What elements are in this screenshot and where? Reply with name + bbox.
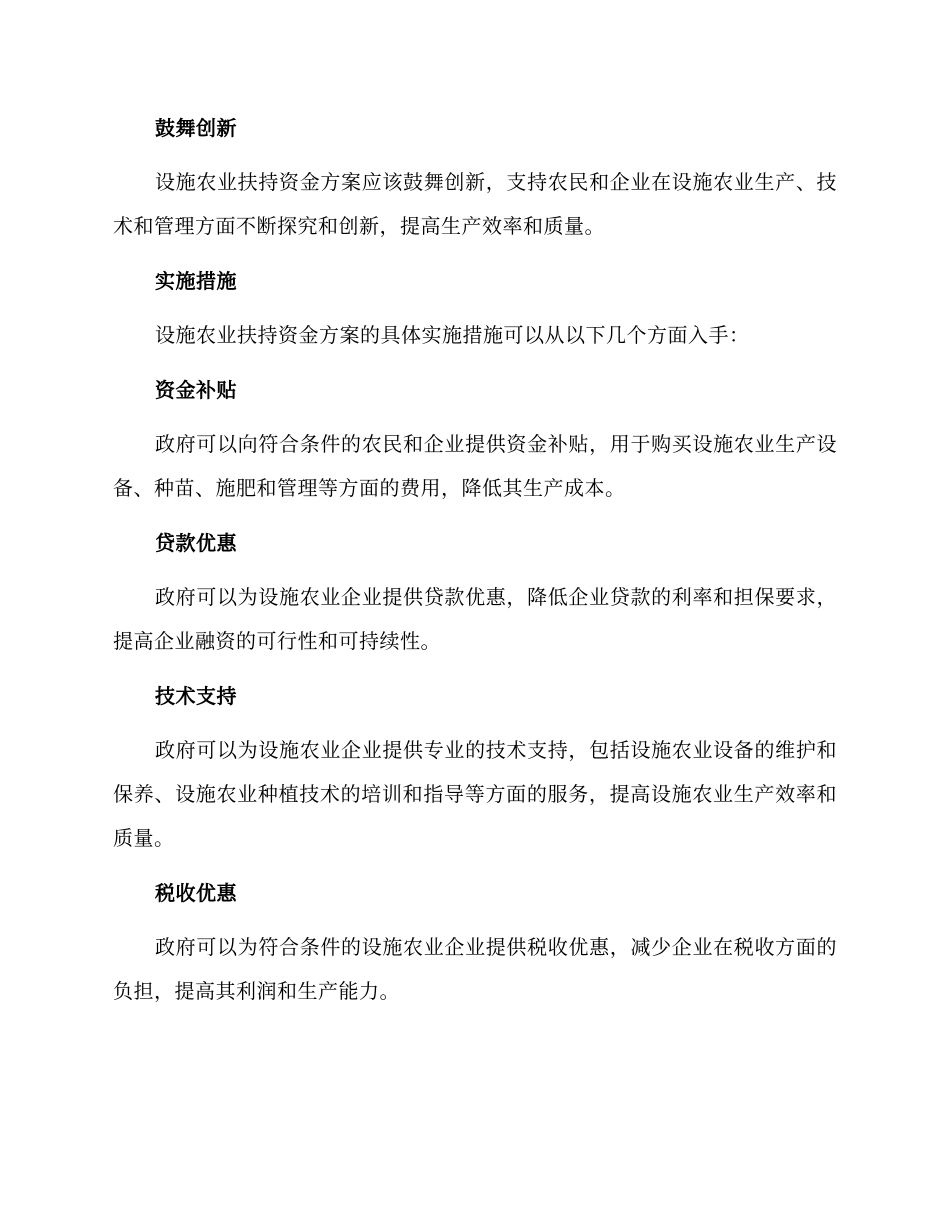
section-body-innovation: 设施农业扶持资金方案应该鼓舞创新，支持农民和企业在设施农业生产、技术和管理方面不断探究和创新，提高生产效率和质量。 — [113, 170, 837, 238]
section-heading-tax: 税收优惠 — [155, 881, 237, 905]
section-body-measures: 设施农业扶持资金方案的具体实施措施可以从以下几个方面入手： — [155, 323, 750, 347]
document-page — [113, 110, 837, 1028]
section-body-subsidy: 政府可以向符合条件的农民和企业提供资金补贴，用于购买设施农业生产设备、种苗、施肥和管理等方面的费用，降低其生产成本。 — [113, 432, 837, 500]
section-heading-subsidy: 资金补贴 — [155, 378, 237, 402]
section-heading-innovation: 鼓舞创新 — [155, 116, 237, 140]
section-body-loan: 政府可以为设施农业企业提供贷款优惠，降低企业贷款的利率和担保要求，提高企业融资的可行性和可持续性。 — [113, 585, 837, 653]
section-heading-tech-support: 技术支持 — [155, 684, 237, 708]
section-heading-measures: 实施措施 — [155, 269, 237, 293]
section-body-tech-support: 政府可以为设施农业企业提供专业的技术支持，包括设施农业设备的维护和保养、设施农业种植技术的培训和指导等方面的服务，提高设施农业生产效率和质量。 — [113, 738, 837, 850]
section-body-tax: 政府可以为符合条件的设施农业企业提供税收优惠，减少企业在税收方面的负担，提高其利润和生产能力。 — [113, 935, 837, 1003]
section-heading-loan: 贷款优惠 — [155, 531, 237, 555]
